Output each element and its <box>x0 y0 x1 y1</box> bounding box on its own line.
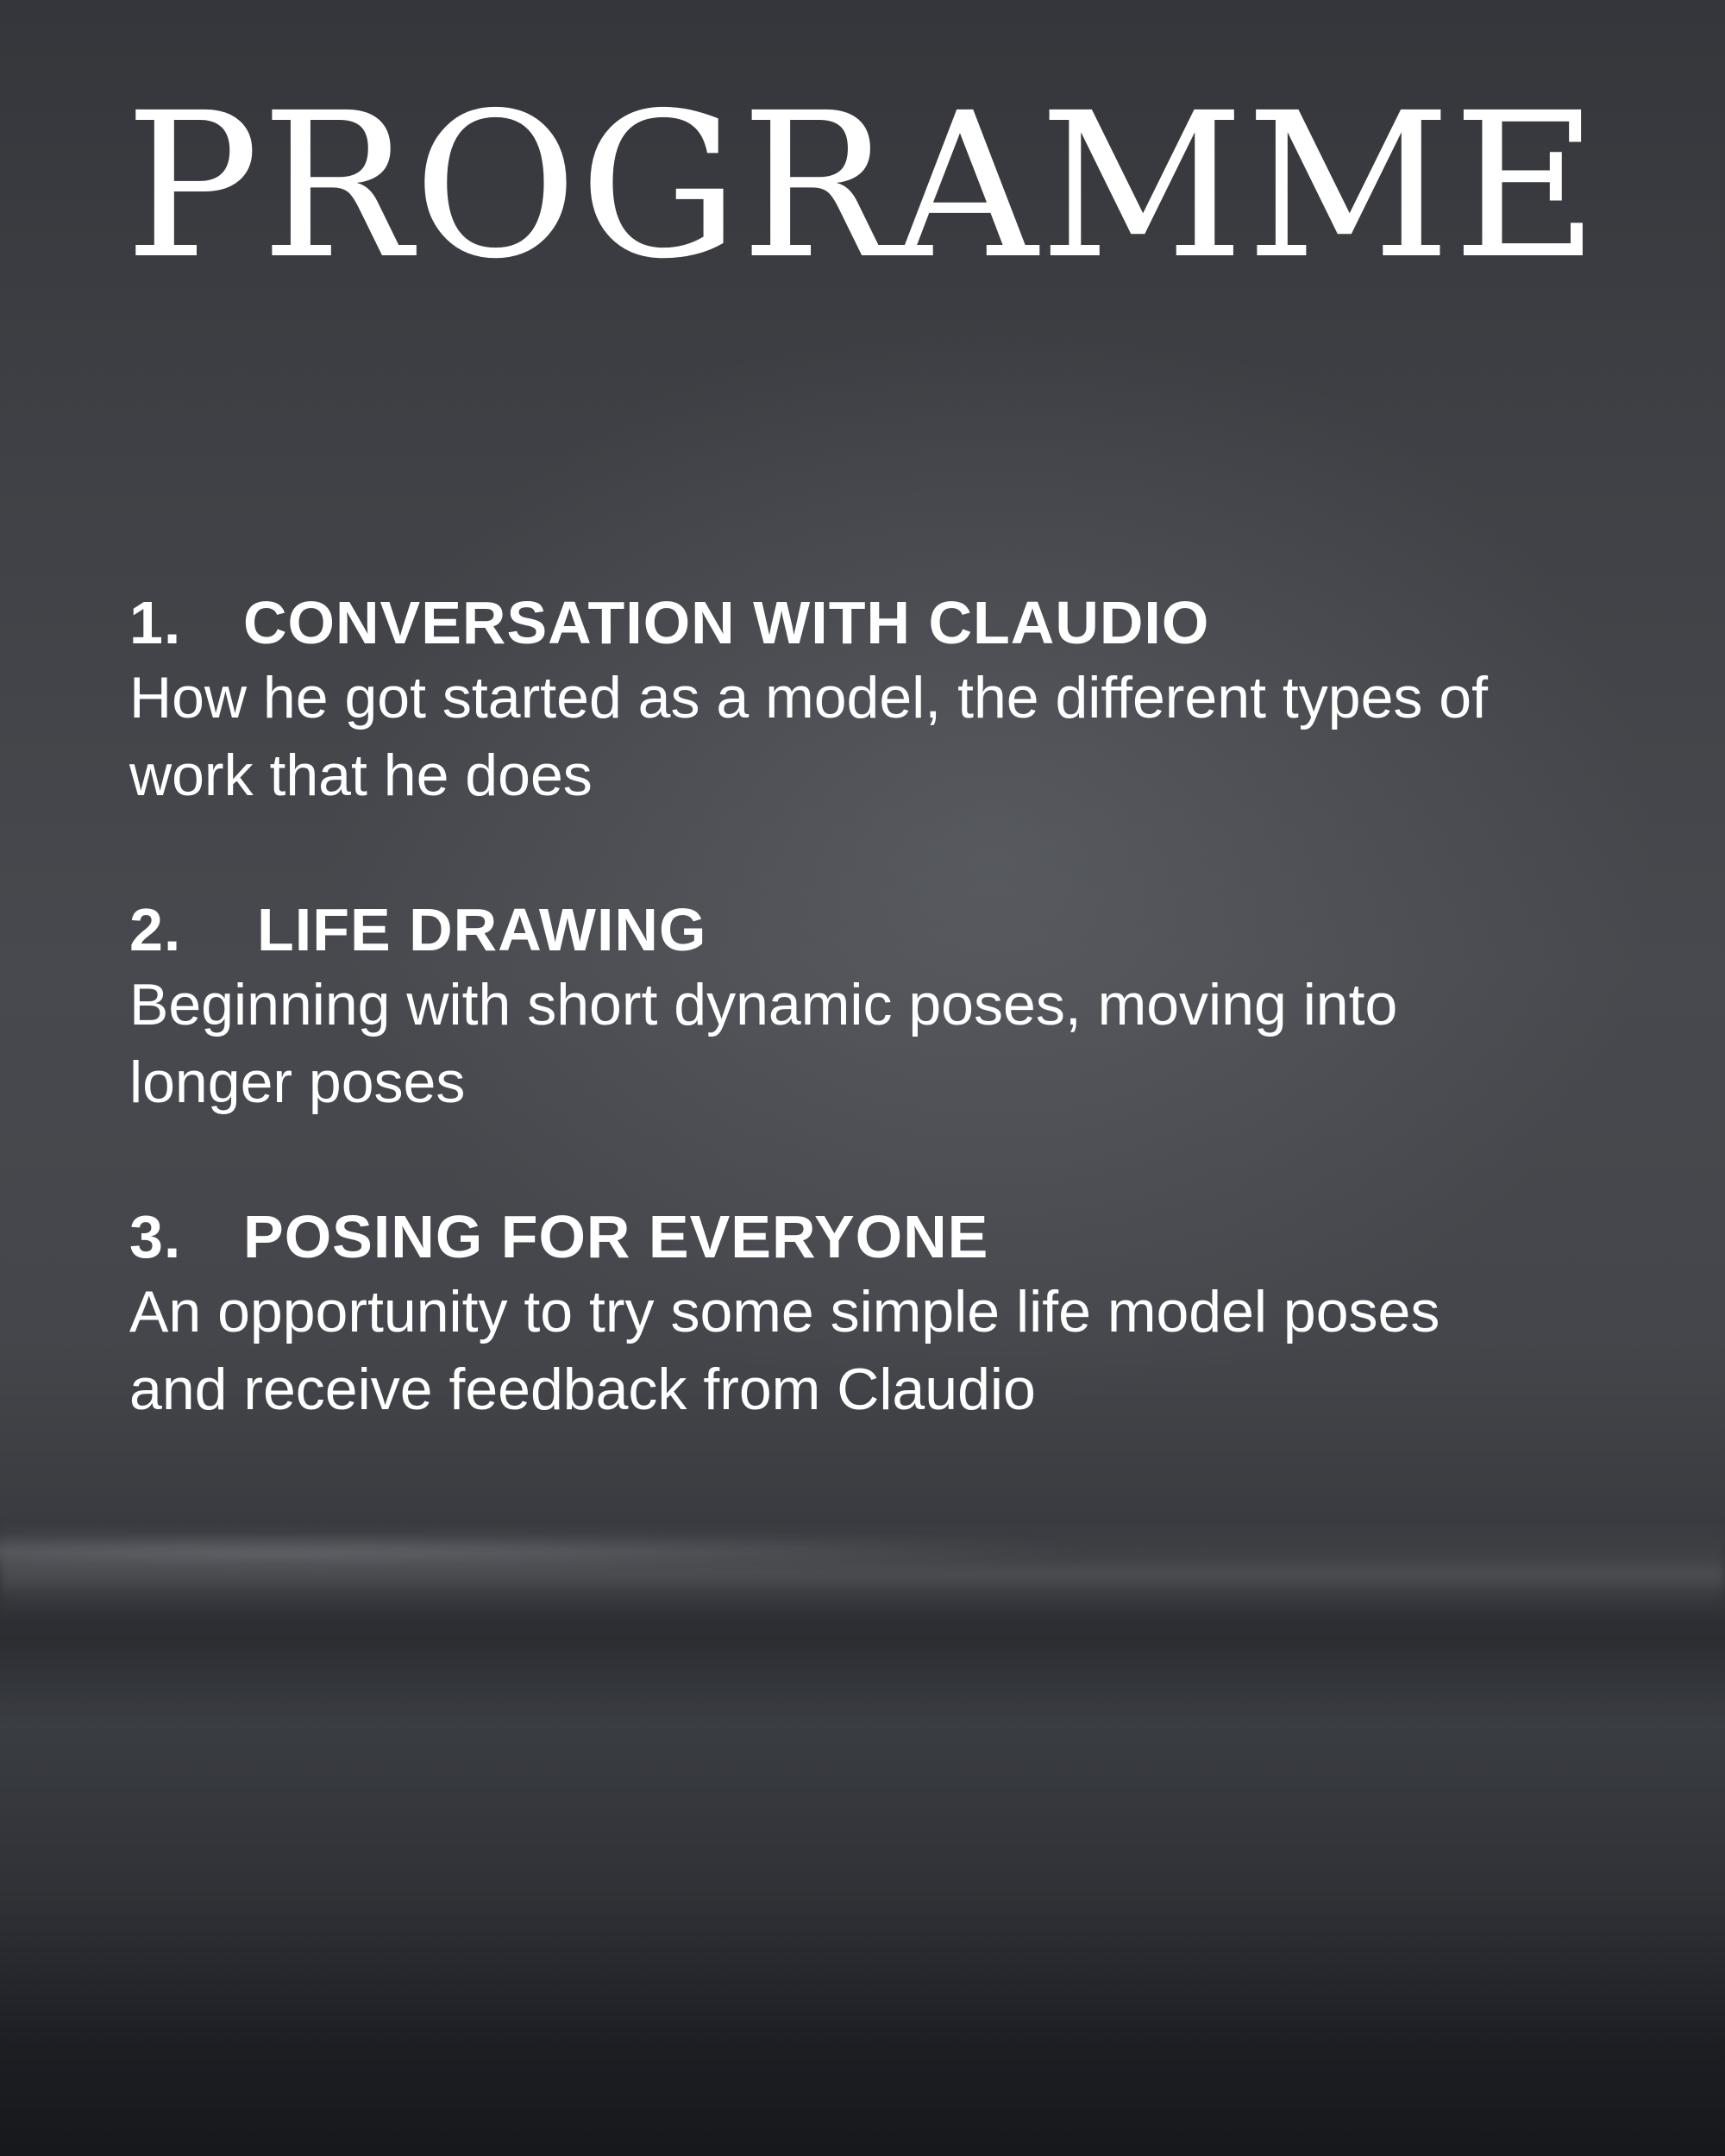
programme-item-number: 2. <box>129 896 182 963</box>
horizon-glow <box>0 1539 1121 1565</box>
programme-item-number: 1. <box>129 589 182 656</box>
programme-list <box>129 586 1647 1507</box>
programme-item-description: An opportunity to try some simple life model poses and receive feedback from Claudio <box>129 1279 1440 1422</box>
programme-item-title: POSING FOR EVERYONE <box>243 1203 989 1270</box>
programme-item-number: 3. <box>129 1203 182 1270</box>
programme-item-title: CONVERSATION WITH CLAUDIO <box>243 589 1210 656</box>
programme-item-description: How he got started as a model, the different types of work that he does <box>129 665 1488 808</box>
programme-item-title: LIFE DRAWING <box>257 896 707 963</box>
programme-item <box>129 1200 1647 1428</box>
programme-item <box>129 893 1647 1121</box>
programme-item-heading <box>129 893 1647 966</box>
programme-item-description: Beginning with short dynamic poses, moving into longer poses <box>129 972 1398 1115</box>
horizon-band <box>0 1518 1725 1621</box>
programme-item-heading <box>129 1200 1647 1273</box>
programme-item-heading <box>129 586 1647 659</box>
page-title: PROGRAMME <box>124 70 1601 303</box>
programme-item <box>129 586 1647 814</box>
